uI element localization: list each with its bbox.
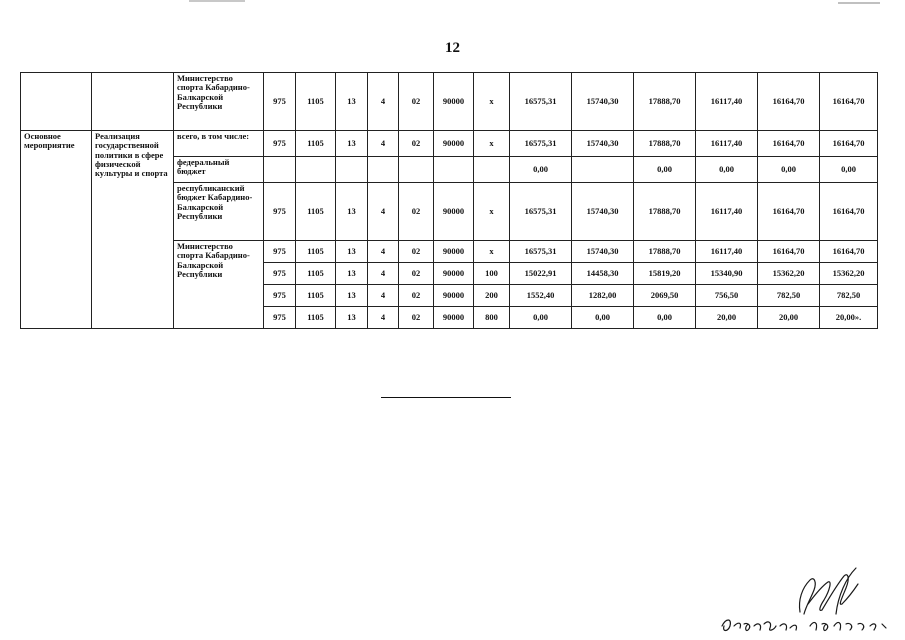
cell: 13	[336, 285, 368, 307]
cell: 2069,50	[634, 285, 696, 307]
cell: 0,00	[634, 157, 696, 183]
cell: 4	[368, 285, 399, 307]
scan-artifact-top	[189, 0, 245, 2]
cell: 15740,30	[572, 183, 634, 241]
row-description: всего, в том числе:	[174, 131, 264, 157]
cell: х	[474, 73, 510, 131]
cell: 975	[264, 131, 296, 157]
cell: 16117,40	[696, 183, 758, 241]
cell: 16164,70	[820, 183, 878, 241]
cell	[399, 157, 434, 183]
cell: 90000	[434, 241, 474, 263]
cell: 756,50	[696, 285, 758, 307]
cell: 4	[368, 241, 399, 263]
program-name-cell: Реализация государственной политики в сфере физической культуры и спорта	[92, 131, 174, 329]
cell: 15362,20	[758, 263, 820, 285]
table-row	[21, 131, 878, 157]
cell: 16164,70	[758, 131, 820, 157]
cell: 0,00	[510, 157, 572, 183]
cell: 02	[399, 307, 434, 329]
cell: 15022,91	[510, 263, 572, 285]
cell: 16117,40	[696, 131, 758, 157]
table-row	[21, 73, 878, 131]
cell	[434, 157, 474, 183]
cell: 16575,31	[510, 241, 572, 263]
cell: 14458,30	[572, 263, 634, 285]
cell	[474, 157, 510, 183]
cell: 1105	[296, 241, 336, 263]
cell: 0,00	[696, 157, 758, 183]
cell: 16575,31	[510, 131, 572, 157]
cell: 15740,30	[572, 73, 634, 131]
cell: 90000	[434, 307, 474, 329]
cell: 15362,20	[820, 263, 878, 285]
cell	[296, 157, 336, 183]
cell	[368, 157, 399, 183]
cell: 15819,20	[634, 263, 696, 285]
cell: 90000	[434, 285, 474, 307]
row-description: республиканский бюджет Кабардино-Балкарской Республики	[174, 183, 264, 241]
cell: 975	[264, 307, 296, 329]
cell: 782,50	[758, 285, 820, 307]
cell	[572, 157, 634, 183]
closing-rule	[381, 397, 511, 398]
cell: 1552,40	[510, 285, 572, 307]
cell: 100	[474, 263, 510, 285]
cell: 20,00	[758, 307, 820, 329]
cell: 90000	[434, 263, 474, 285]
cell: 13	[336, 263, 368, 285]
cell: 17888,70	[634, 131, 696, 157]
cell: 16575,31	[510, 73, 572, 131]
cell: 15340,90	[696, 263, 758, 285]
cell: 13	[336, 183, 368, 241]
cell: 90000	[434, 131, 474, 157]
cell: 16164,70	[758, 183, 820, 241]
cell: 16164,70	[820, 73, 878, 131]
cell: 4	[368, 307, 399, 329]
cell: 16117,40	[696, 241, 758, 263]
scan-artifact-right	[838, 2, 880, 4]
cell: 90000	[434, 183, 474, 241]
cell: 0,00	[510, 307, 572, 329]
budget-table	[20, 72, 878, 329]
cell: 02	[399, 241, 434, 263]
cell: 0,00	[820, 157, 878, 183]
cell: х	[474, 241, 510, 263]
cell: 15740,30	[572, 131, 634, 157]
cell: 1105	[296, 263, 336, 285]
cell: 800	[474, 307, 510, 329]
cell: 02	[399, 263, 434, 285]
cell: 16117,40	[696, 73, 758, 131]
row-description: Министерство спорта Кабардино-Балкарской Республики	[174, 73, 264, 131]
cell: х	[474, 131, 510, 157]
cell: 02	[399, 183, 434, 241]
cell: 0,00	[634, 307, 696, 329]
cell: 13	[336, 131, 368, 157]
cell: 13	[336, 73, 368, 131]
cell: 02	[399, 131, 434, 157]
cell: 200	[474, 285, 510, 307]
cell: х	[474, 183, 510, 241]
cell: 90000	[434, 73, 474, 131]
cell: 4	[368, 73, 399, 131]
empty-cell	[92, 73, 174, 131]
cell: 4	[368, 263, 399, 285]
page-number: 12	[445, 40, 460, 56]
main-activity-cell: Основное мероприятие	[21, 131, 92, 329]
cell: 13	[336, 307, 368, 329]
cell: 1105	[296, 73, 336, 131]
empty-cell	[21, 73, 92, 131]
cell: 975	[264, 183, 296, 241]
cell: 16575,31	[510, 183, 572, 241]
cell: 1105	[296, 285, 336, 307]
cell: 20,00».	[820, 307, 878, 329]
cell: 17888,70	[634, 183, 696, 241]
cell: 16164,70	[758, 241, 820, 263]
cell: 02	[399, 73, 434, 131]
cell: 1105	[296, 131, 336, 157]
cell: 975	[264, 241, 296, 263]
cell: 0,00	[758, 157, 820, 183]
handwritten-signature	[718, 560, 893, 638]
cell: 16164,70	[820, 131, 878, 157]
cell: 1105	[296, 307, 336, 329]
cell: 16164,70	[820, 241, 878, 263]
cell: 15740,30	[572, 241, 634, 263]
cell: 4	[368, 131, 399, 157]
cell: 975	[264, 285, 296, 307]
cell: 975	[264, 73, 296, 131]
cell: 0,00	[572, 307, 634, 329]
cell: 13	[336, 241, 368, 263]
cell: 02	[399, 285, 434, 307]
cell: 1105	[296, 183, 336, 241]
row-description: Министерство спорта Кабардино-Балкарской Республики	[174, 241, 264, 329]
cell	[336, 157, 368, 183]
cell: 975	[264, 263, 296, 285]
cell: 4	[368, 183, 399, 241]
cell: 16164,70	[758, 73, 820, 131]
row-description: федеральный бюджет	[174, 157, 264, 183]
cell: 20,00	[696, 307, 758, 329]
cell: 17888,70	[634, 241, 696, 263]
cell: 782,50	[820, 285, 878, 307]
cell: 1282,00	[572, 285, 634, 307]
cell: 17888,70	[634, 73, 696, 131]
cell	[264, 157, 296, 183]
